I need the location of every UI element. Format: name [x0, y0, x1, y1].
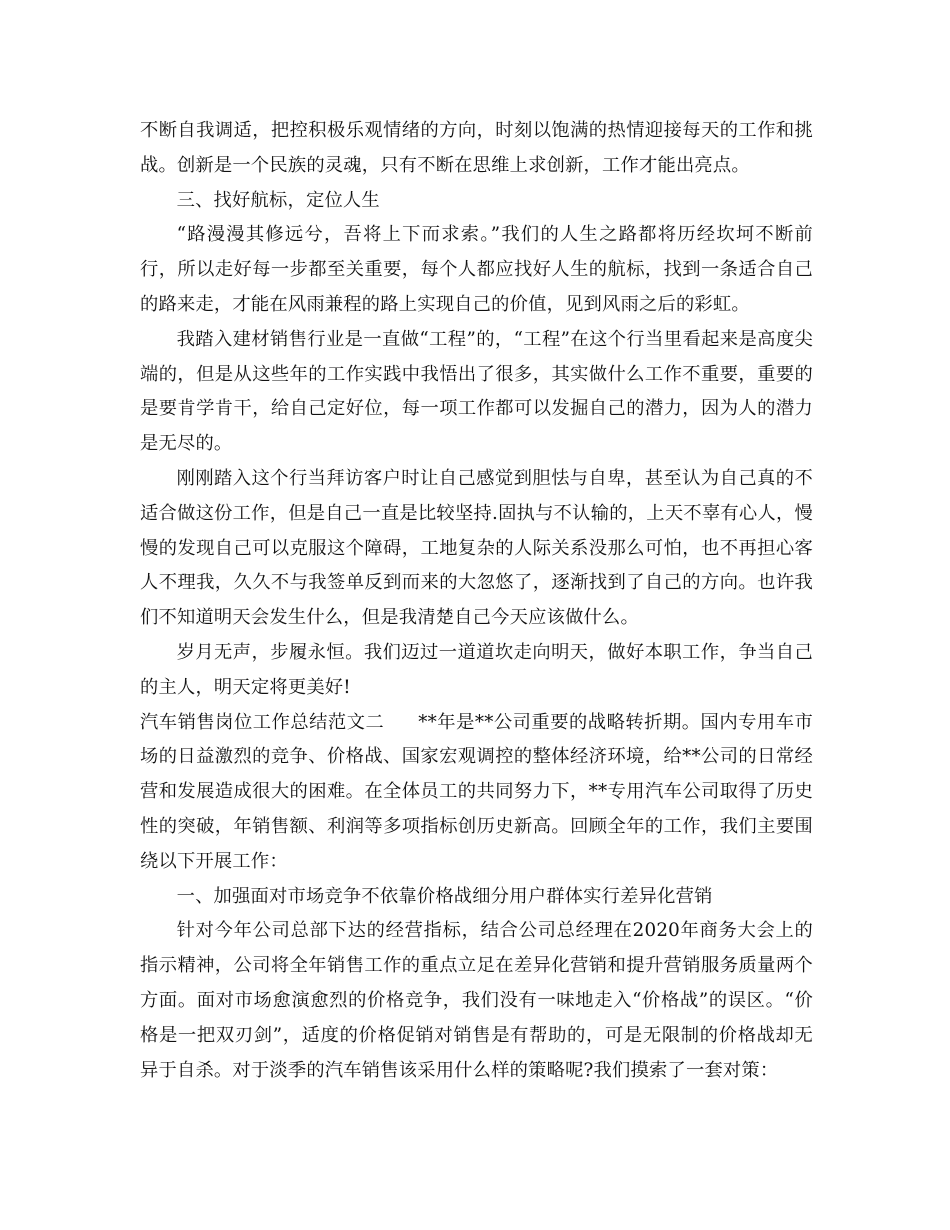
article-section — [140, 706, 813, 880]
section-heading-3: 三、找好航标，定位人生 — [176, 189, 380, 211]
paragraph-7: 针对今年公司总部下达的经营指标，结合公司总经理在2020年商务大会上的指示精神，公司将全年销售工作的重点立足在差异化营销和提升营销服务质量两个方面。面对市场愈演愈烈的价格竞争，我们没有一味地走入“价格战”的误区。“价格是一把双刃剑”，适度的价格促销对销售是有帮助的，可是无限制的价格战却无异于自杀。对于淡季的汽车销售该采用什么样的策略呢?我们摸索了一套对策： — [140, 920, 813, 1081]
document-body — [140, 114, 813, 1088]
paragraph-4: 刚刚踏入这个行当拜访客户时让自己感觉到胆怯与自卑，甚至认为自己真的不适合做这份工作，但是自己一直是比较坚持.固执与不认输的，上天不辜有心人，慢慢的发现自己可以克服这个障碍，工地复杂的人际关系没那么可怕，也不再担心客人不理我，久久不与我签单反到而来的大忽悠了，逐渐找到了自己的方向。也许我们不知道明天会发生什么，但是我清楚自己今天应该做什么。 — [140, 467, 813, 629]
section-heading-1: 一、加强面对市场竞争不依靠价格战细分用户群体实行差异化营销 — [176, 885, 713, 907]
paragraph-5: 岁月无声，步履永恒。我们迈过一道道坎走向明天，做好本职工作，争当自己的主人，明天定将更美好! — [140, 641, 813, 698]
article-title: 汽车销售岗位工作总结范文二 — [140, 711, 385, 733]
paragraph-6: **年是**公司重要的战略转折期。国内专用车市场的日益激烈的竞争、价格战、国家宏观调控的整体经济环境，给**公司的日常经营和发展造成很大的困难。在全体员工的共同努力下，**专用汽车公司取得了历史性的突破，年销售额、利润等多项指标创历史新高。回顾全年的工作，我们主要围绕以下开展工作： — [140, 711, 813, 872]
paragraph-2: “路漫漫其修远兮，吾将上下而求索。”我们的人生之路都将历经坎坷不断前行，所以走好每一步都至关重要，每个人都应找好人生的航标，找到一条适合自己的路来走，才能在风雨兼程的路上实现自己的价值，见到风雨之后的彩虹。 — [140, 224, 813, 315]
paragraph-3: 我踏入建材销售行业是一直做“工程”的，“工程”在这个行当里看起来是高度尖端的，但是从这些年的工作实践中我悟出了很多，其实做什么工作不重要，重要的是要肯学肯干，给自己定好位，每一项工作都可以发掘自己的潜力，因为人的潜力是无尽的。 — [140, 328, 813, 455]
paragraph-1: 不断自我调适，把控积极乐观情绪的方向，时刻以饱满的热情迎接每天的工作和挑战。创新是一个民族的灵魂，只有不断在思维上求创新，工作才能出亮点。 — [140, 120, 813, 176]
